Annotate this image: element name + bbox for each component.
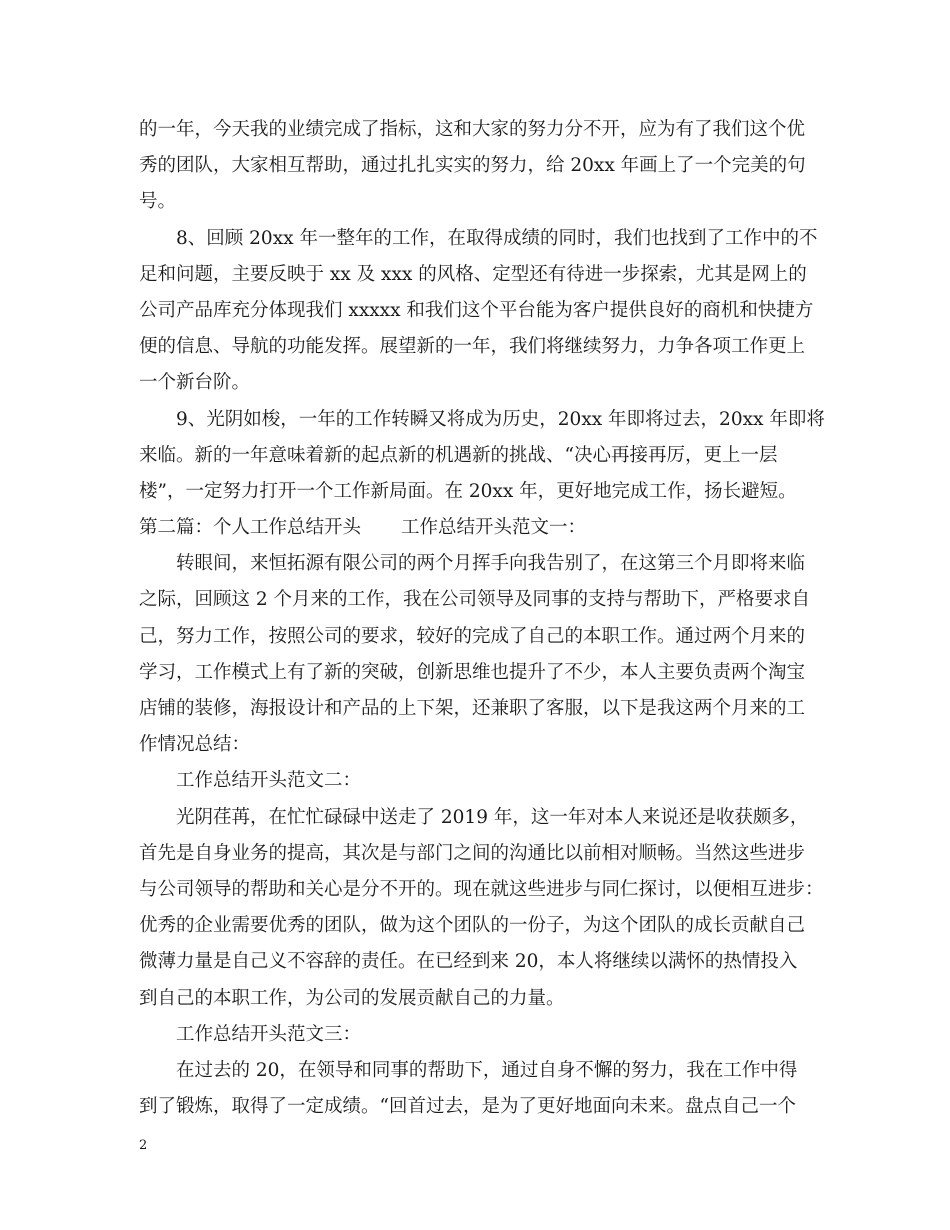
text-line: 号。 (139, 191, 177, 213)
text-line: 与公司领导的帮助和关心是分不开的。现在就这些进步与同仁探讨，以便相互进步： (139, 878, 824, 900)
page-number: 2 (139, 1138, 148, 1153)
sample-heading-1: 工作总结开头范文一： (401, 517, 587, 539)
text-line: 之际，回顾这 2 个月来的工作，我在公司领导及同事的支持与帮助下，严格要求自 (139, 589, 811, 611)
text-line: 便的信息、导航的功能发挥。展望新的一年，我们将继续努力，力争各项工作更上 (139, 336, 806, 358)
text-line: 店铺的装修，海报设计和产品的上下架，还兼职了客服，以下是我这两个月来的工 (139, 698, 806, 719)
paragraph-start: 光阴荏苒，在忙忙碌碌中送走了 2019 年，这一年对本人来说还是收获颇多， (176, 806, 809, 828)
sample-heading-2: 工作总结开头范文二： (176, 770, 362, 792)
text-line: 到了锻炼，取得了一定成绩。“回首过去，是为了更好地面向未来。盘点自己一个 (139, 1096, 796, 1118)
text-line: 己，努力工作，按照公司的要求，较好的完成了自己的本职工作。通过两个月来的 (139, 625, 806, 647)
text-line: 秀的团队，大家相互帮助，通过扎扎实实的努力，给 20xx 年画上了一个完美的句 (139, 155, 806, 177)
paragraph-8-start: 8、回顾 20xx 年一整年的工作，在取得成绩的同时，我们也找到了工作中的不 (176, 227, 818, 249)
paragraph-start: 在过去的 20，在领导和同事的帮助下，通过自身不懈的努力，我在工作中得 (176, 1059, 798, 1081)
paragraph-9-start: 9、光阴如梭，一年的工作转瞬又将成为历史，20xx 年即将过去，20xx 年即将 (176, 408, 825, 430)
text-line: 作情况总结： (139, 734, 251, 756)
sample-heading-3: 工作总结开头范文三： (176, 1023, 362, 1045)
text-line: 首先是自身业务的提高，其次是与部门之间的沟通比以前相对顺畅。当然这些进步 (139, 842, 806, 864)
text-line: 的一年，今天我的业绩完成了指标，这和大家的努力分不开，应为有了我们这个优 (139, 119, 806, 140)
text-line: 微薄力量是自己义不容辞的责任。在已经到来 20，本人将继续以满怀的热情投入 (139, 951, 798, 973)
section-heading-line (139, 510, 811, 546)
text-line: 楼”，一定努力打开一个工作新局面。在 20xx 年，更好地完成工作，扬长避短。 (139, 480, 797, 502)
text-line: 一个新台阶。 (139, 372, 251, 394)
text-line: 学习，工作模式上有了新的突破，创新思维也提升了不少，本人主要负责两个淘宝 (139, 661, 806, 683)
paragraph-start: 转眼间，来恒拓源有限公司的两个月挥手向我告别了，在这第三个月即将来临 (176, 553, 806, 575)
document-body (139, 112, 825, 1125)
text-line: 公司产品库充分体现我们 xxxxx 和我们这个平台能为客户提供良好的商机和快捷方 (139, 299, 814, 321)
text-line: 足和问题，主要反映于 xx 及 xxx 的风格、定型还有待进一步探索，尤其是网上的 (139, 263, 807, 285)
text-line: 来临。新的一年意味着新的起点新的机遇新的挑战、“决心再接再厉，更上一层 (139, 444, 778, 466)
text-line: 到自己的本职工作，为公司的发展贡献自己的力量。 (139, 987, 565, 1009)
section-heading: 第二篇：个人工作总结开头 (139, 517, 362, 539)
text-line: 优秀的企业需要优秀的团队，做为这个团队的一份子，为这个团队的成长贡献自己 (139, 915, 806, 937)
